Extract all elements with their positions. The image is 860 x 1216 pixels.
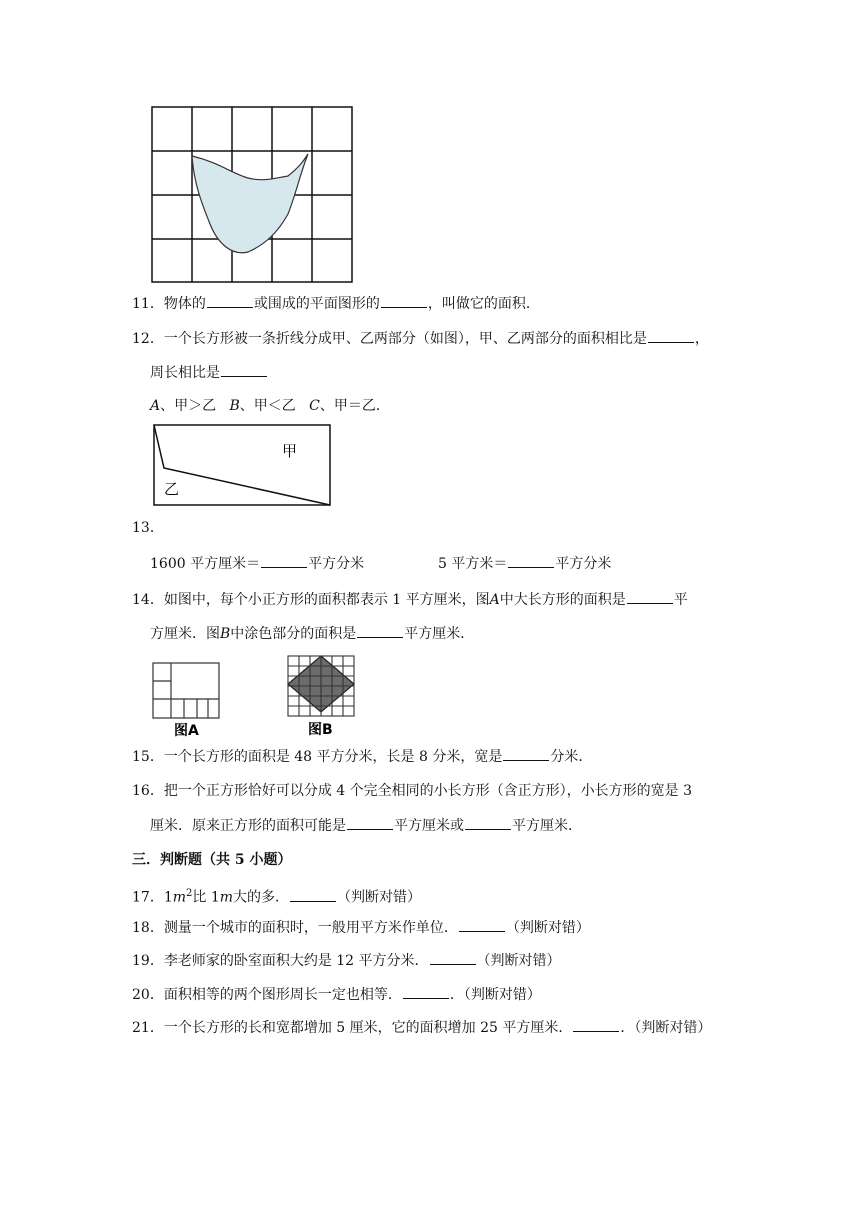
question-14: 14．如图中，每个小正方形的面积都表示 1 平方厘米，图A中大长方形的面积是 平: [132, 589, 688, 610]
question-16: 16．把一个正方形恰好可以分成 4 个完全相同的小长方形（含正方形），小长方形的宽是 3: [132, 783, 692, 799]
answer-blank[interactable]: [465, 815, 511, 830]
answer-blank[interactable]: [221, 362, 267, 377]
answer-blank[interactable]: [627, 589, 673, 604]
question-12: 12．一个长方形被一条折线分成甲、乙两部分（如图），甲、乙两部分的面积相比是 ，: [132, 328, 709, 349]
answer-blank[interactable]: [261, 553, 307, 568]
question-15: 15．一个长方形的面积是 48 平方分米，长是 8 分米，宽是 分米．: [132, 746, 592, 767]
question-13-b: 5 平方米＝ 平方分米: [438, 553, 611, 574]
question-12-line2: 周长相比是: [150, 362, 268, 383]
question-18: 18．测量一个城市的面积时，一般用平方米作单位． （判断对错）: [132, 917, 590, 938]
section-3-title: 三．判断题（共 5 小题）: [132, 852, 292, 868]
label-yi: 乙: [164, 480, 180, 498]
question-13: 13．: [132, 520, 164, 536]
question-21: 21．一个长方形的长和宽都增加 5 厘米，它的面积增加 25 平方厘米． ．（判断对错）: [132, 1017, 711, 1038]
answer-blank[interactable]: [207, 293, 253, 308]
question-12-options: A、甲＞乙 B、甲＜乙 C、甲＝乙．: [150, 398, 390, 414]
answer-blank[interactable]: [648, 328, 694, 343]
question-11: 11．物体的 或围成的平面图形的 ，叫做它的面积．: [132, 293, 540, 314]
answer-blank[interactable]: [347, 815, 393, 830]
question-20: 20．面积相等的两个图形周长一定也相等． ．（判断对错）: [132, 984, 541, 1005]
rectangle-fold-figure: [150, 422, 335, 510]
figure-a: [150, 658, 225, 740]
answer-blank[interactable]: [508, 553, 554, 568]
question-14-line2: 方厘米．图B中涂色部分的面积是 平方厘米．: [150, 623, 474, 644]
figure-b: [284, 652, 364, 738]
answer-blank[interactable]: [381, 293, 427, 308]
answer-blank[interactable]: [430, 950, 476, 965]
irregular-shape: [192, 154, 308, 253]
question-19: 19．李老师家的卧室面积大约是 12 平方分米． （判断对错）: [132, 950, 561, 971]
answer-blank[interactable]: [357, 623, 403, 638]
answer-blank[interactable]: [459, 917, 505, 932]
figure-b-label: 图B: [308, 722, 333, 738]
answer-blank[interactable]: [573, 1017, 619, 1032]
answer-blank[interactable]: [290, 887, 336, 902]
question-16-line2: 厘米．原来正方形的面积可能是 平方厘米或 平方厘米．: [150, 815, 582, 836]
figure-a-label: 图A: [174, 723, 199, 739]
label-jia: 甲: [282, 442, 298, 460]
question-13-a: 1600 平方厘米＝ 平方分米: [150, 553, 364, 574]
answer-blank[interactable]: [503, 746, 549, 761]
grid-shape-figure: [148, 104, 358, 284]
answer-blank[interactable]: [403, 984, 449, 999]
question-17: 17．$1m^2$比 1m大的多． （判断对错）: [132, 888, 422, 906]
